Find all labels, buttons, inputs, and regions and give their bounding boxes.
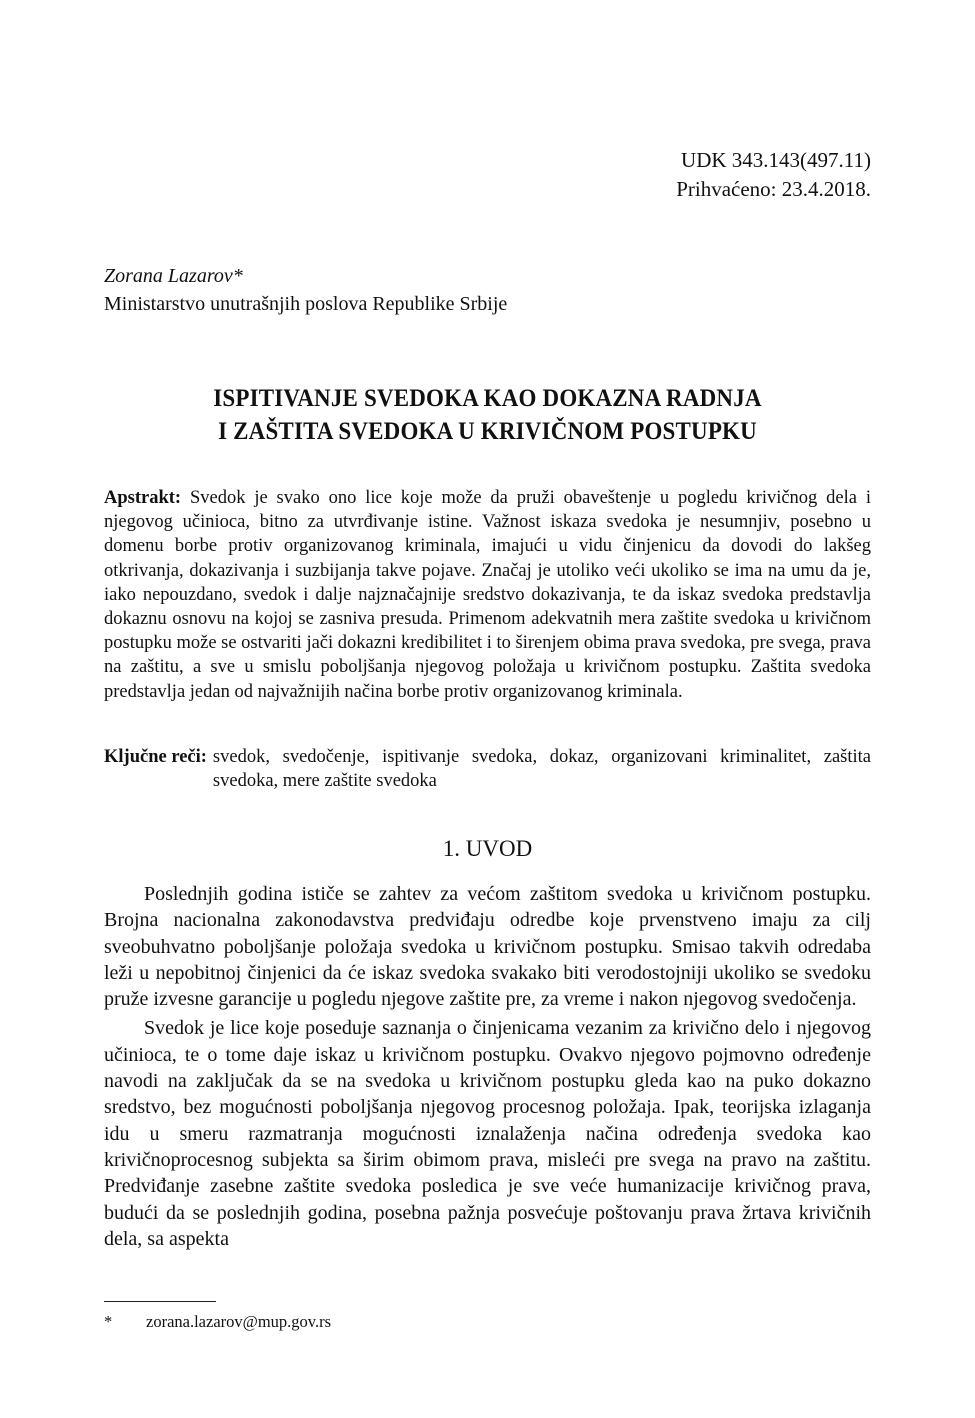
paragraph: Svedok je lice koje poseduje saznanja o činjenicama vezanim za krivično delo i njegovog učinioca, te o tome daje iskaz u krivičnom postupku. Ovakvo njegovo pojmovno određenje navodi na zaključak da se na svedoka u krivičnom postupku gleda kao na puko dokazno sredstvo, bez mogućnosti poboljšanja njegovog procesnog položaja. Ipak, teorijska izlaganja idu u smeru razmatranja mogućnosti iznalaženja načina određenja svedoka kao krivičnoprocesnog subjekta sa širim obimom prava, misleći pre svega na pravo na zaštitu. Predviđanje zasebne zaštite svedoka posledica je sve veće humanizacije krivičnog prava, budući da se poslednjih godina, posebna pažnja posvećuje poštovanju prava žrtava krivičnih dela, sa aspekta <box>104 1017 871 1250</box>
abstract-label: Apstrakt: <box>104 488 182 508</box>
title-line-1: ISPITIVANJE SVEDOKA KAO DOKAZNA RADNJA <box>213 385 762 412</box>
author-block <box>104 262 507 318</box>
abstract <box>104 486 871 704</box>
footnote-mark: * <box>104 1312 113 1331</box>
body-text <box>104 881 871 1255</box>
section-heading: 1. UVOD <box>442 836 533 861</box>
footnote-email[interactable]: zorana.lazarov@mup.gov.rs <box>146 1312 332 1331</box>
title-line-2: I ZAŠTITA SVEDOKA U KRIVIČNOM POSTUPKU <box>218 418 757 445</box>
keywords-text: svedok, svedočenje, ispitivanje svedoka, dokaz, organizovani kriminalitet, zaštita svedoka, mere zaštite svedoka <box>212 747 871 791</box>
accepted-date: Prihvaćeno: 23.4.2018. <box>676 177 871 201</box>
article-metadata <box>676 146 871 204</box>
author-name: Zorana Lazarov* <box>104 265 243 287</box>
abstract-text: Svedok je svako ono lice koje može da pruži obaveštenje u pogledu krivičnog dela i njegovog učinioca, bitno za utvrđivanje istine. Važnost iskaza svedoka je nesumnjiv, posebno u domenu borbe protiv organizovanog kriminala, imajući u vidu činjenicu da dovodi do lakšeg otkrivanja, dokazivanja i suzbijanja takve pojave. Značaj je utoliko veći ukoliko se ima na umu da je, iako nepouzdano, svedok i dalje najznačajnije sredstvo dokazivanja, te da iskaz svedoka predstavlja dokaznu osnovu na kojoj se zasniva presuda. Primenom adekvatnih mera zaštite svedoka u krivičnom postupku može se ostvariti jači dokazni kredibilitet i to širenjem obima prava svedoka, pre svega, prava na zaštitu, a sve u smislu poboljšanja njegovog položaja u krivičnom postupku. Zaštita svedoka predstavlja jedan od najvažnijih načina borbe protiv organizovanog kriminala. <box>104 488 872 702</box>
footnote <box>104 1311 331 1333</box>
udk-code: UDK 343.143(497.11) <box>681 148 871 172</box>
keywords <box>104 745 871 793</box>
footnote-divider <box>104 1301 216 1302</box>
keywords-label: Ključne reči: <box>104 747 207 767</box>
paragraph: Poslednjih godina ističe se zahtev za većom zaštitom svedoka u krivičnom postupku. Brojna nacionalna zakonodavstva predviđaju odredbe koje prvenstveno imaju za cilj sveobuhvatno poboljšanje položaja svedoka u krivičnom postupku. Smisao takvih odredaba leži u nepobitnoj činjenici da će iskaz svedoka svakako biti verodostojniji ukoliko se svedoku pruže izvesne garancije u pogledu njegove zaštite pre, za vreme i nakon njegovog svedočenja. <box>104 883 871 1011</box>
article-title <box>135 382 841 448</box>
author-affiliation: Ministarstvo unutrašnjih poslova Republike Srbije <box>104 293 508 315</box>
